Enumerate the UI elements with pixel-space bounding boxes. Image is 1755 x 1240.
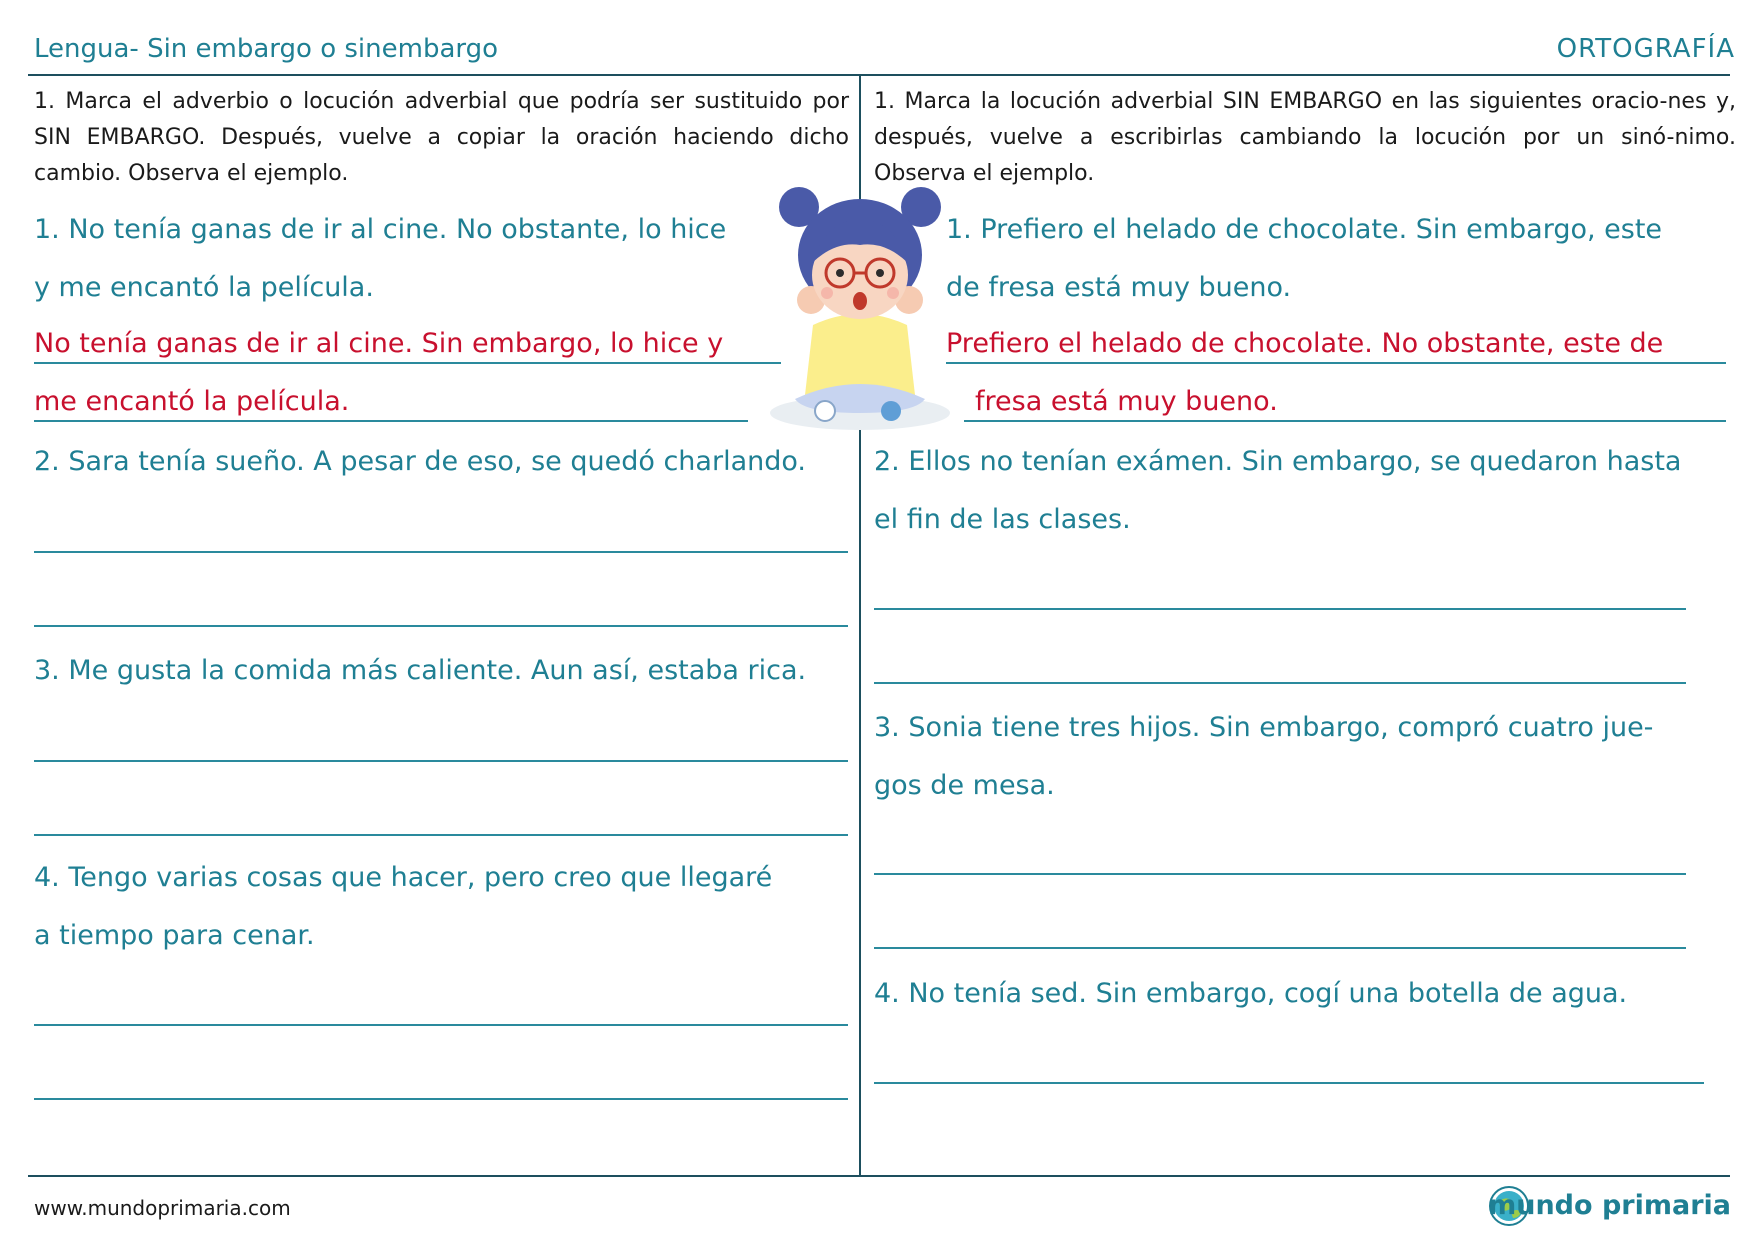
writing-line[interactable] (874, 1082, 1704, 1084)
footer-url[interactable]: www.mundoprimaria.com (34, 1196, 291, 1220)
brand-name: mundo primaria (1488, 1190, 1731, 1221)
top-divider (28, 74, 1730, 76)
left-instruction: 1. Marca el adverbio o locución adverbial que podría ser sustituido por SIN EMBARGO. Después, vuelve a copiar la oración haciendo dicho cambio. Observa el ejemplo. (34, 89, 849, 186)
left-item-4-line1: 4. Tengo varias cosas que hacer, pero creo que llegaré (34, 862, 773, 893)
left-item-2-line1: 2. Sara tenía sueño. A pesar de eso, se quedó charlando. (34, 446, 806, 477)
left-item-3-line1: 3. Me gusta la comida más caliente. Aun así, estaba rica. (34, 655, 807, 686)
writing-line[interactable] (34, 420, 748, 422)
writing-line[interactable] (34, 362, 781, 364)
writing-line[interactable] (946, 362, 1726, 364)
right-instruction: 1. Marca la locución adverbial SIN EMBARGO en las siguientes oracio-nes y, después, vuelve a escribirlas cambiando la locución por un sinó-nimo. Observa el ejemplo. (874, 89, 1736, 186)
section-label: ORTOGRAFÍA (1556, 34, 1735, 64)
writing-line[interactable] (874, 608, 1686, 610)
writing-line[interactable] (34, 760, 848, 762)
right-item-4-line1: 4. No tenía sed. Sin embargo, cogí una botella de agua. (874, 978, 1628, 1009)
writing-line[interactable] (34, 1024, 848, 1026)
girl-illustration (765, 185, 955, 435)
right-example-answer2: fresa está muy bueno. (975, 386, 1278, 417)
left-example-answer1: No tenía ganas de ir al cine. Sin embargo, lo hice y (34, 328, 724, 359)
left-example-answer2: me encantó la película. (34, 386, 350, 417)
left-item-4-line2: a tiempo para cenar. (34, 920, 315, 951)
writing-line[interactable] (874, 682, 1686, 684)
right-item-3-line1: 3. Sonia tiene tres hijos. Sin embargo, compró cuatro jue- (874, 712, 1654, 743)
right-example-line2: de fresa está muy bueno. (946, 272, 1292, 303)
worksheet-title: Lengua- Sin embargo o sinembargo (34, 34, 499, 64)
writing-line[interactable] (34, 551, 848, 553)
right-example-answer1: Prefiero el helado de chocolate. No obstante, este de (946, 328, 1664, 359)
writing-line[interactable] (34, 1098, 848, 1100)
left-example-line1: 1. No tenía ganas de ir al cine. No obstante, lo hice (34, 214, 727, 245)
left-example-line2: y me encantó la película. (34, 272, 374, 303)
right-item-2-line2: el fin de las clases. (874, 504, 1131, 535)
bottom-divider (28, 1175, 1730, 1177)
writing-line[interactable] (964, 420, 1726, 422)
writing-line[interactable] (874, 873, 1686, 875)
right-item-3-line2: gos de mesa. (874, 770, 1055, 801)
writing-line[interactable] (34, 625, 848, 627)
right-example-line1: 1. Prefiero el helado de chocolate. Sin embargo, este (946, 214, 1663, 245)
right-item-2-line1: 2. Ellos no tenían exámen. Sin embargo, se quedaron hasta (874, 446, 1682, 477)
writing-line[interactable] (874, 947, 1686, 949)
writing-line[interactable] (34, 834, 848, 836)
